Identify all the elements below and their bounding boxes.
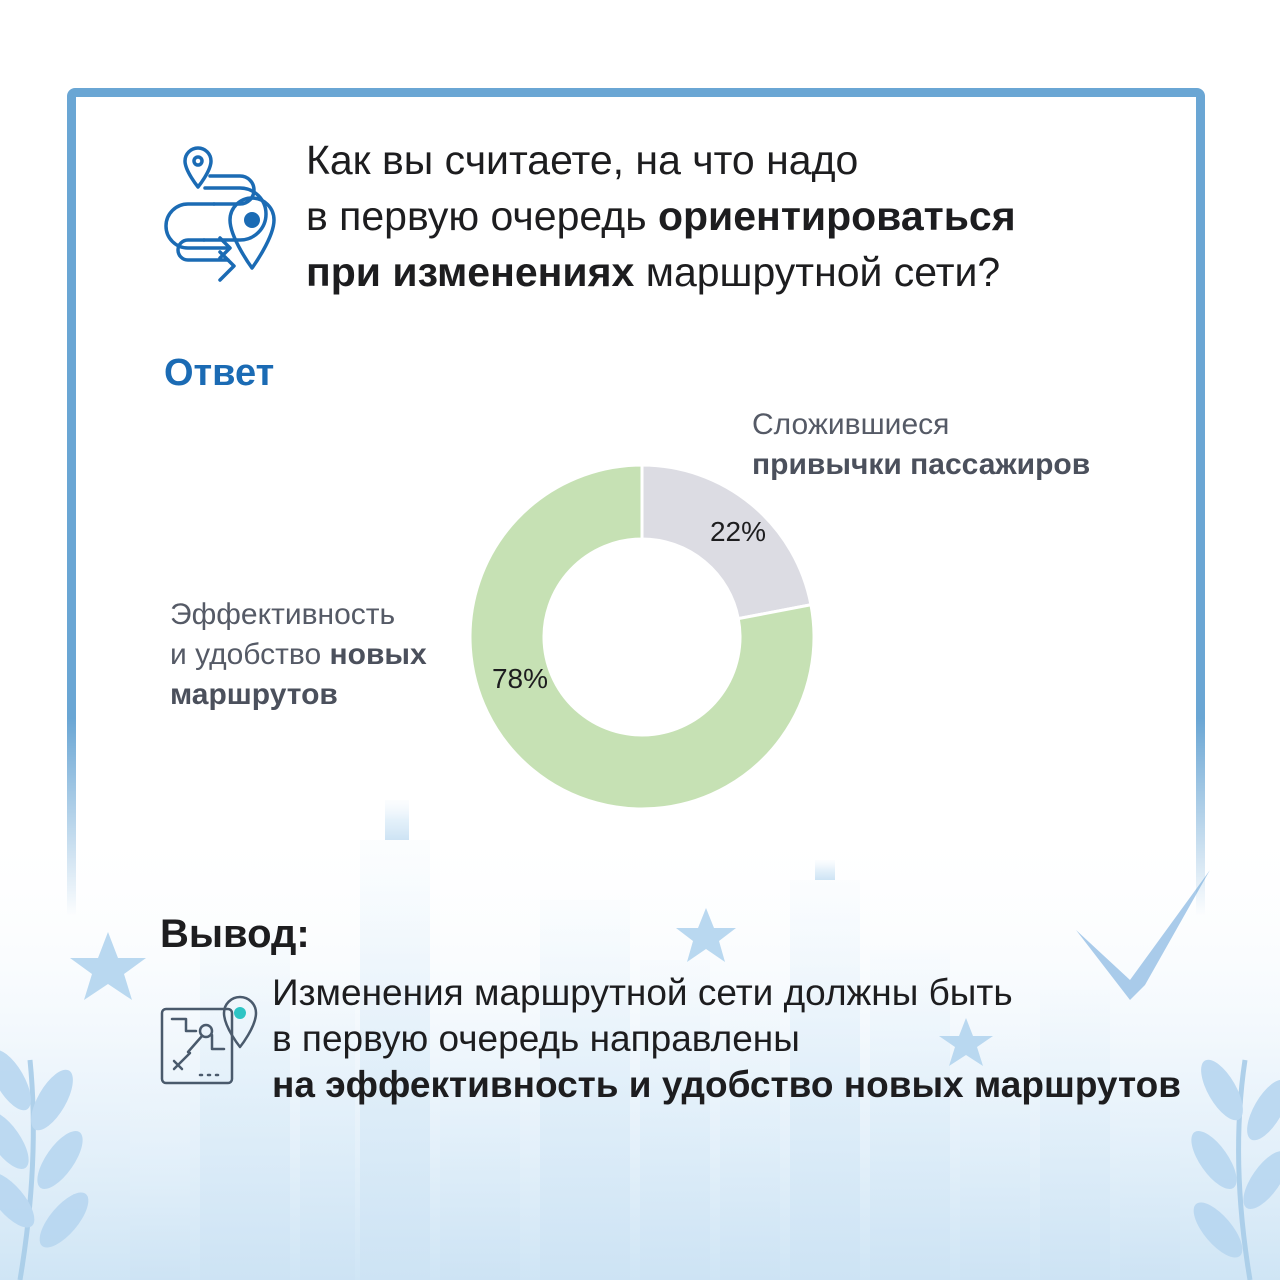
question-line-3-bold: при изменениях xyxy=(306,249,635,295)
legend-habits xyxy=(752,405,1090,485)
question-line-2: в первую очередь xyxy=(306,193,658,239)
legend-habits-line-1: Сложившиеся xyxy=(752,408,950,441)
legend-eff-line-3: маршрутов xyxy=(170,678,338,711)
conclusion-title: Вывод: xyxy=(160,912,310,956)
data-label-0: 22% xyxy=(709,516,767,547)
question-line-2-bold: ориентироваться xyxy=(657,193,1016,239)
conclusion-line-2: в первую очередь направлены xyxy=(272,1018,800,1059)
conclusion-line-1: Изменения маршрутной сети должны быть xyxy=(272,972,1013,1013)
conclusion-text xyxy=(272,970,1181,1108)
conclusion-line-3: на эффективность и удобство новых маршрутов xyxy=(272,1064,1181,1105)
data-label-1: 78% xyxy=(491,663,549,694)
question-line-3: маршрутной сети? xyxy=(634,249,1001,295)
legend-habits-line-2: привычки пассажиров xyxy=(752,448,1091,481)
legend-eff-line-1: Эффективность xyxy=(170,598,396,631)
legend-efficiency xyxy=(170,595,427,715)
legend-eff-line-2: и удобство xyxy=(170,638,330,671)
question-line-1: Как вы считаете, на что надо xyxy=(306,137,859,183)
legend-eff-line-2-bold: новых xyxy=(329,638,427,671)
answer-title: Ответ xyxy=(164,352,275,394)
map-pin-icon xyxy=(160,995,262,1087)
